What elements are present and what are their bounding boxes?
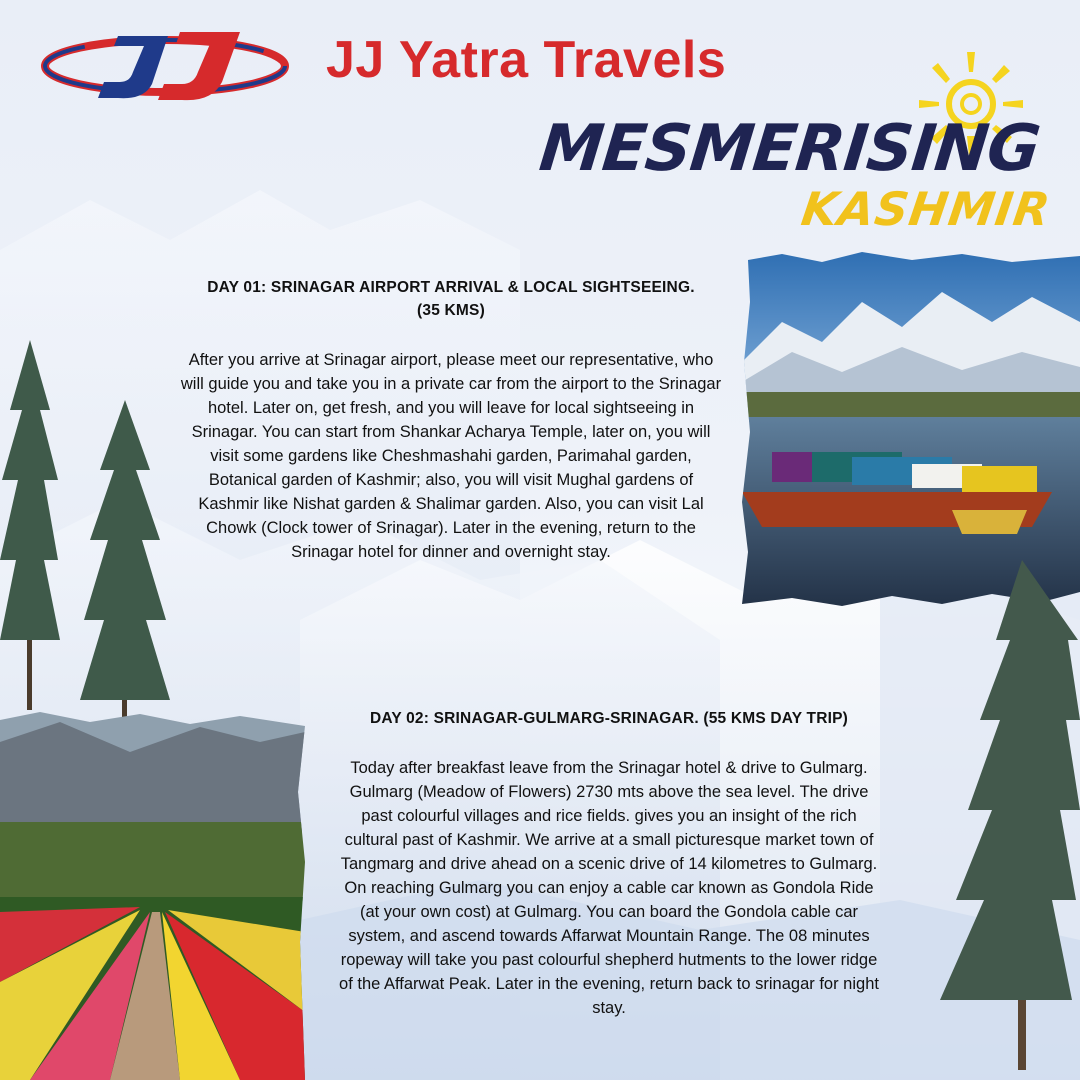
headline-kashmir: KASHMIR [798, 182, 1054, 236]
day-01-title [180, 276, 722, 322]
tulip-garden-photo [0, 712, 305, 1080]
dal-lake-shikara-photo [742, 252, 1080, 607]
pine-tree-icon [900, 560, 1080, 1080]
day-02-title: DAY 02: SRINAGAR-GULMARG-SRINAGAR. (55 KMS DAY TRIP) [369, 710, 849, 727]
day-01-title-line2: (35 KMS) [417, 302, 485, 319]
headline-mesmerising: MESMERISING [536, 112, 1043, 186]
day-01-description: After you arrive at Srinagar airport, please meet our representative, who will guide you and take you in a private car from the airport to the Srinagar hotel. Later on, get fresh, and you will leave for local sightseeing in Srinagar. You can start from Shankar Acharya Temple, later on, you will visit some gardens like Cheshmashahi garden, Parimahal garden, Botanical garden of Kashmir; also, you will visit Mughal gardens of Kashmir like Nishat garden & Shalimar garden. Also, you can visit Lal Chowk (Clock tower of Srinagar). Later in the evening, return to the Srinagar hotel for dinner and overnight stay. [180, 351, 722, 561]
brand-name: JJ Yatra Travels [326, 31, 727, 89]
pine-trees-icon [0, 330, 200, 730]
jj-logo-icon [40, 22, 295, 107]
day-02-description: Today after breakfast leave from the Srinagar hotel & drive to Gulmarg. Gulmarg (Meadow of Flowers) 2730 mts above the sea level. The drive past colourful villages and rice fields. gives you an insight of the rich cultural past of Kashmir. We arrive at a small picturesque market town of Tangmarg and drive ahead on a scenic drive of 14 kilometres to Gulmarg. On reaching Gulmarg you can enjoy a cable car known as Gondola Ride (at your own cost) at Gulmarg. You can board the Gondola cable car system, and ascend towards Affarwat Mountain Range. The 08 minutes ropeway will take you past colourful shepherd hutments to the lower ridge of the Affarwat Peak. Later in the evening, return back to srinagar for night stay. [339, 759, 879, 1017]
day-01-section [180, 276, 722, 564]
day-02-section [338, 707, 880, 1020]
day-01-title-line1: DAY 01: SRINAGAR AIRPORT ARRIVAL & LOCAL SIGHTSEEING. [207, 279, 695, 296]
